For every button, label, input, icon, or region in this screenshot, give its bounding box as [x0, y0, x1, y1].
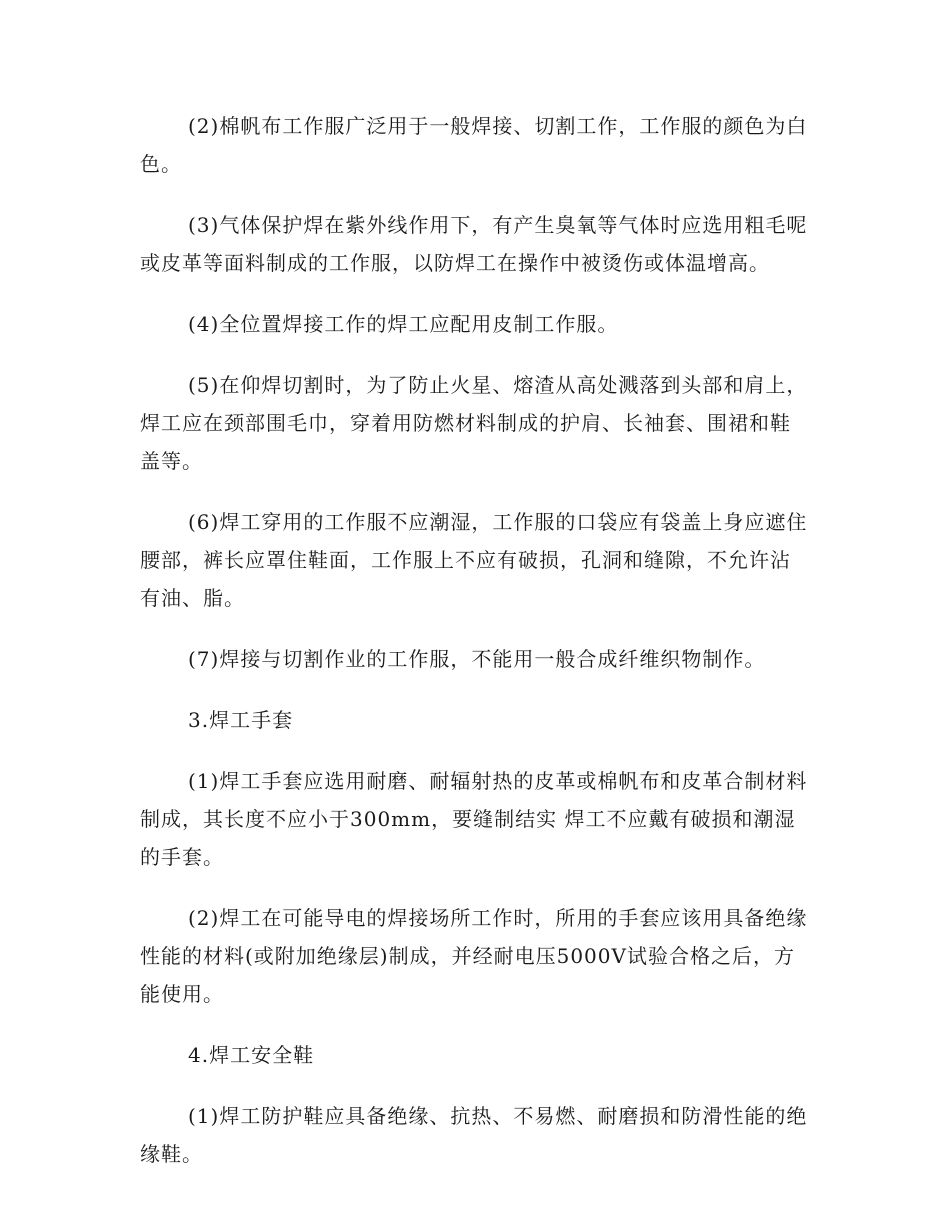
paragraph-workwear-3: (3)气体保护焊在紫外线作用下，有产生臭氧等气体时应选用粗毛呢或皮革等面料制成的工作服，以防焊工在操作中被烫伤或体温增高。 — [140, 213, 808, 275]
paragraph-workwear-6: (6)焊工穿用的工作服不应潮湿，工作服的口袋应有袋盖上身应遮住腰部，裤长应罩住鞋面，工作服上不应有破损，孔洞和缝隙，不允许沾有油、脂。 — [140, 510, 808, 610]
paragraph-workwear-5: (5)在仰焊切割时，为了防止火星、熔渣从高处溅落到头部和肩上，焊工应在颈部围毛巾，穿着用防燃材料制成的护肩、长袖套、围裙和鞋盖等。 — [140, 373, 808, 473]
paragraph-workwear-4: (4)全位置焊接工作的焊工应配用皮制工作服。 — [188, 312, 619, 336]
document-body — [140, 107, 808, 1196]
section-heading-gloves: 3.焊工手套 — [188, 708, 294, 732]
paragraph-gloves-2: (2)焊工在可能导电的焊接场所工作时，所用的手套应该用具备绝缘性能的材料(或附加绝缘层)制成，并经耐电压5000V试验合格之后，方能使用。 — [140, 906, 808, 1006]
section-heading-safety-shoes: 4.焊工安全鞋 — [188, 1043, 315, 1067]
paragraph-gloves-1: (1)焊工手套应选用耐磨、耐辐射热的皮革或棉帆布和皮革合制材料制成，其长度不应小于300mm，要缝制结实 焊工不应戴有破损和潮湿的手套。 — [140, 769, 808, 869]
paragraph-workwear-7: (7)焊接与切割作业的工作服，不能用一般合成纤维织物制作。 — [188, 647, 766, 671]
paragraph-workwear-2: (2)棉帆布工作服广泛用于一般焊接、切割工作，工作服的颜色为白色。 — [140, 114, 808, 176]
paragraph-shoes-1: (1)焊工防护鞋应具备绝缘、抗热、不易燃、耐磨损和防滑性能的绝缘鞋。 — [140, 1104, 808, 1166]
